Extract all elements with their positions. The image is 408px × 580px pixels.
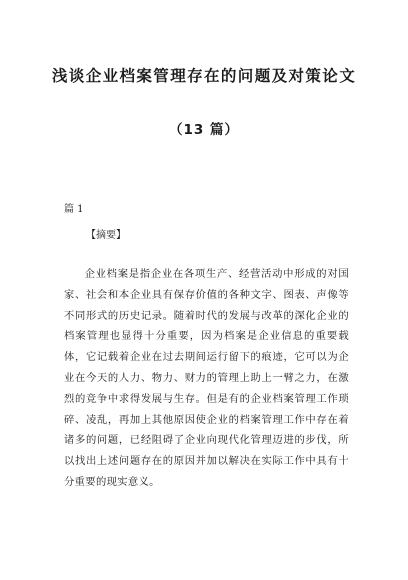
document-title: 浅谈企业档案管理存在的问题及对策论文 xyxy=(51,67,357,85)
document-subtitle: （13 篇） xyxy=(169,122,239,138)
section-label: 篇 1 xyxy=(64,204,84,215)
abstract-paragraph: 企业档案是指企业在各项生产、经营活动中形成的对国家、社会和本企业具有保存价值的各种文字、图表、声像等不同形式的历史记录。随着时代的发展与改革的深化企业的档案管理也显得十分重要，因为档案是企业信息的重要载体，它记载着企业在过去期间运行留下的痕迹，它可以为企业在今天的人力、物力、财力的管理上助上一臂之力，在激烈的竞争中求得发展与生存。但是有的企业档案管理工作琐碎、凌乱，再加上其他原因使企业的档案管理工作中存在着诸多的问题，已经阻碍了企业向现代化管理迈进的步伐，所以找出上述问题存在的原因并加以解决在实际工作中具有十分重要的现实意义。 xyxy=(64,268,349,488)
abstract-heading: 【摘要】 xyxy=(86,230,126,241)
